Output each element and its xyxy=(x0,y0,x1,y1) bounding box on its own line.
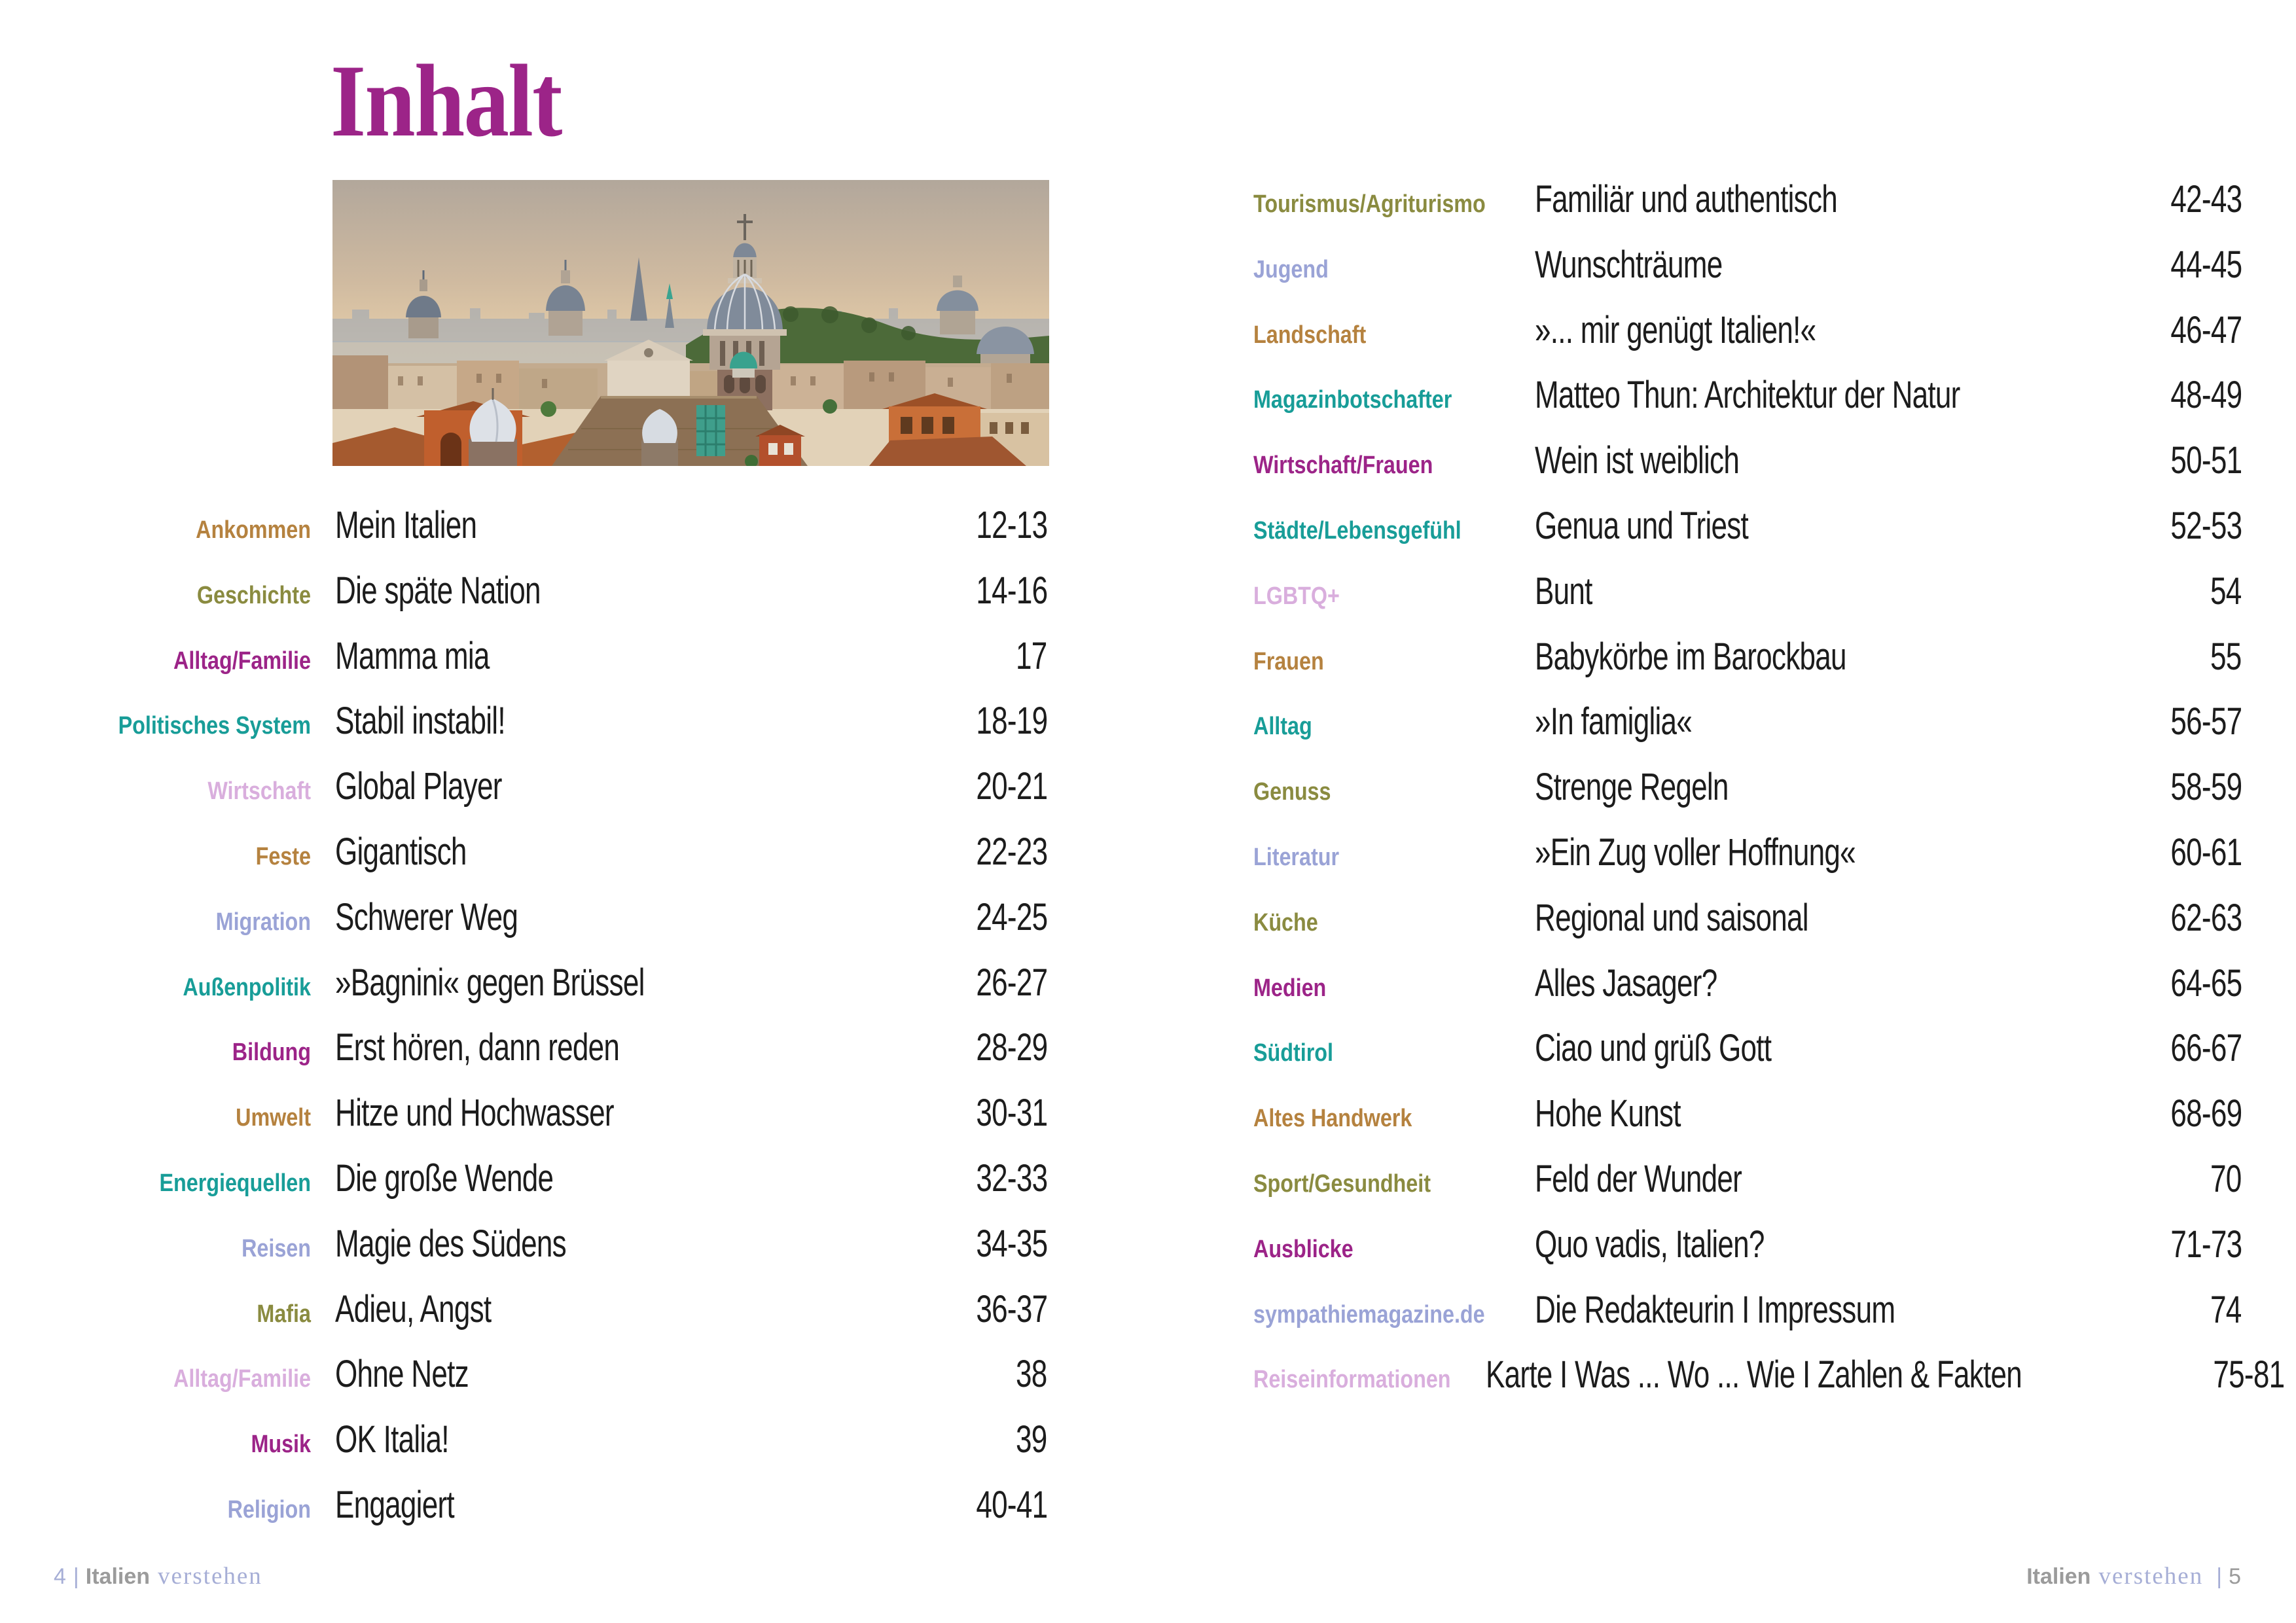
toc-entry[interactable] xyxy=(1253,557,2242,622)
category-label: Religion xyxy=(227,1495,311,1524)
entry-title: Hitze und Hochwasser xyxy=(335,1092,614,1135)
entry-pages: 39 xyxy=(1016,1418,1047,1461)
page-title: Inhalt xyxy=(331,44,562,158)
footer-separator: | xyxy=(2216,1564,2223,1589)
toc-entry[interactable] xyxy=(1253,426,2242,491)
category-label: LGBTQ+ xyxy=(1253,582,1340,610)
toc-entry[interactable] xyxy=(49,948,1047,1014)
entry-pages: 20-21 xyxy=(976,765,1047,808)
entry-title: Stabil instabil! xyxy=(335,700,505,743)
entry-pages: 55 xyxy=(2210,635,2242,678)
toc-entry[interactable] xyxy=(1253,230,2242,296)
toc-entry[interactable] xyxy=(1253,491,2242,557)
toc-entry[interactable] xyxy=(1253,1079,2242,1145)
category-label: Südtirol xyxy=(1253,1039,1334,1067)
brand-name-light: verstehen xyxy=(158,1563,262,1590)
entry-title: Ohne Netz xyxy=(335,1353,469,1396)
brand-name-bold: Italien xyxy=(85,1564,151,1589)
category-label: Tourismus/Agriturismo xyxy=(1253,190,1486,218)
entry-title: Adieu, Angst xyxy=(335,1287,492,1330)
entry-pages: 24-25 xyxy=(976,895,1047,938)
toc-entry[interactable] xyxy=(49,556,1047,622)
toc-entry[interactable] xyxy=(1253,361,2242,426)
entry-title: Bunt xyxy=(1535,569,1592,613)
entry-pages: 46-47 xyxy=(2170,308,2242,351)
entry-title: »... mir genügt Italien!« xyxy=(1535,308,1816,351)
entry-pages: 71-73 xyxy=(2170,1222,2242,1266)
entry-title: Gigantisch xyxy=(335,830,467,873)
toc-entry[interactable] xyxy=(1253,1275,2242,1341)
entry-title: Global Player xyxy=(335,765,502,808)
toc-entry[interactable] xyxy=(49,687,1047,752)
category-label: Ankommen xyxy=(196,516,311,544)
entry-title: Schwerer Weg xyxy=(335,895,518,938)
entry-pages: 12-13 xyxy=(976,504,1047,546)
category-label: Politisches System xyxy=(118,712,311,740)
footer-separator: | xyxy=(73,1564,79,1589)
entry-title: Erst hören, dann reden xyxy=(335,1026,620,1069)
entry-pages: 30-31 xyxy=(976,1092,1047,1135)
entry-title: Quo vadis, Italien? xyxy=(1535,1222,1765,1266)
brand-name-light: verstehen xyxy=(2098,1563,2204,1590)
toc-entry[interactable] xyxy=(1253,1014,2242,1079)
toc-entry[interactable] xyxy=(1253,1145,2242,1210)
entry-pages: 34-35 xyxy=(976,1222,1047,1265)
category-label: Magazinbotschafter xyxy=(1253,386,1452,414)
toc-entry[interactable] xyxy=(1253,949,2242,1014)
toc-entry[interactable] xyxy=(1253,753,2242,818)
entry-title: Magie des Südens xyxy=(335,1222,566,1265)
entry-pages: 66-67 xyxy=(2170,1027,2242,1070)
category-label: Bildung xyxy=(232,1039,311,1067)
footer-right xyxy=(2026,1564,2242,1588)
entry-pages: 48-49 xyxy=(2170,374,2242,417)
entry-pages: 56-57 xyxy=(2170,700,2242,743)
entry-title: Feld der Wunder xyxy=(1535,1157,1742,1200)
category-label: Wirtschaft xyxy=(207,777,311,806)
entry-title: Familiär und authentisch xyxy=(1535,178,1837,221)
toc-entry[interactable] xyxy=(1253,296,2242,361)
category-label: Migration xyxy=(215,908,311,936)
entry-pages: 40-41 xyxy=(976,1483,1047,1526)
toc-entry[interactable] xyxy=(49,491,1047,556)
category-label: Frauen xyxy=(1253,647,1324,675)
toc-entry[interactable] xyxy=(49,1079,1047,1144)
entry-pages: 28-29 xyxy=(976,1026,1047,1069)
category-label: Alltag/Familie xyxy=(173,647,311,675)
toc-entry[interactable] xyxy=(1253,1340,2285,1406)
entry-title: OK Italia! xyxy=(335,1418,449,1461)
category-label: Außenpolitik xyxy=(183,973,311,1001)
entry-pages: 36-37 xyxy=(976,1287,1047,1330)
entry-pages: 18-19 xyxy=(976,700,1047,743)
entry-title: Ciao und grüß Gott xyxy=(1535,1027,1772,1070)
entry-pages: 44-45 xyxy=(2170,243,2242,286)
category-label: Musik xyxy=(251,1431,311,1459)
category-label: Alltag xyxy=(1253,713,1312,741)
category-label: Mafia xyxy=(257,1300,311,1328)
page-number-right: 5 xyxy=(2229,1564,2242,1589)
category-label: Ausblicke xyxy=(1253,1235,1354,1263)
toc-entry[interactable] xyxy=(49,752,1047,817)
category-label: Landschaft xyxy=(1253,321,1367,349)
entry-pages: 60-61 xyxy=(2170,830,2242,874)
category-label: Küche xyxy=(1253,908,1318,936)
entry-title: Hohe Kunst xyxy=(1535,1092,1681,1135)
entry-title: »In famiglia« xyxy=(1535,700,1693,743)
entry-title: Mein Italien xyxy=(335,504,477,546)
entry-pages: 62-63 xyxy=(2170,896,2242,939)
entry-title: Regional und saisonal xyxy=(1535,896,1808,939)
toc-entry[interactable] xyxy=(1253,818,2242,883)
toc-entry[interactable] xyxy=(49,1144,1047,1209)
toc-list-right xyxy=(1253,165,2285,1406)
entry-pages: 38 xyxy=(1016,1353,1047,1396)
category-label: Energiequellen xyxy=(159,1169,311,1197)
toc-entry[interactable] xyxy=(49,1209,1047,1275)
entry-pages: 75-81 xyxy=(2213,1353,2285,1397)
toc-entry[interactable] xyxy=(49,622,1047,687)
category-label: Jugend xyxy=(1253,255,1329,283)
toc-entry[interactable] xyxy=(1253,1210,2242,1275)
category-label: Medien xyxy=(1253,974,1327,1002)
entry-pages: 70 xyxy=(2210,1157,2242,1200)
category-label: Geschichte xyxy=(196,581,311,609)
entry-title: Wein ist weiblich xyxy=(1535,439,1740,482)
category-label: Städte/Lebensgefühl xyxy=(1253,516,1462,544)
toc-entry[interactable] xyxy=(1253,622,2242,688)
entry-pages: 42-43 xyxy=(2170,178,2242,221)
entry-title: »Bagnini« gegen Brüssel xyxy=(335,961,645,1004)
category-label: Literatur xyxy=(1253,843,1340,871)
category-label: Umwelt xyxy=(236,1104,311,1132)
entry-title: Die große Wende xyxy=(335,1156,554,1200)
entry-pages: 26-27 xyxy=(976,961,1047,1004)
toc-entry[interactable] xyxy=(1253,883,2242,949)
toc-list-left xyxy=(49,491,1047,1536)
entry-title: Matteo Thun: Architektur der Natur xyxy=(1535,374,1960,417)
entry-pages: 68-69 xyxy=(2170,1092,2242,1135)
entry-pages: 50-51 xyxy=(2170,439,2242,482)
page-number-left: 4 xyxy=(54,1564,67,1589)
category-label: Altes Handwerk xyxy=(1253,1105,1412,1133)
toc-entry[interactable] xyxy=(49,1471,1047,1536)
entry-title: Genua und Triest xyxy=(1535,504,1749,547)
entry-pages: 17 xyxy=(1016,634,1047,677)
entry-pages: 74 xyxy=(2210,1288,2242,1331)
entry-pages: 64-65 xyxy=(2170,961,2242,1005)
toc-entry[interactable] xyxy=(49,1275,1047,1340)
category-label: Reiseinformationen xyxy=(1253,1366,1451,1394)
entry-title: Babykörbe im Barockbau xyxy=(1535,635,1846,678)
entry-title: »Ein Zug voller Hoffnung« xyxy=(1535,830,1856,874)
category-label: Feste xyxy=(255,842,311,870)
toc-entry[interactable] xyxy=(49,1013,1047,1079)
rome-skyline-illustration xyxy=(332,180,1049,466)
entry-pages: 14-16 xyxy=(976,569,1047,612)
entry-title: Wunschträume xyxy=(1535,243,1723,286)
toc-entry[interactable] xyxy=(1253,687,2242,753)
brand-name-bold: Italien xyxy=(2026,1564,2091,1589)
entry-pages: 32-33 xyxy=(976,1156,1047,1200)
entry-pages: 54 xyxy=(2210,569,2242,613)
category-label: Alltag/Familie xyxy=(173,1365,311,1393)
entry-title: Mamma mia xyxy=(335,634,490,677)
toc-entry[interactable] xyxy=(49,817,1047,883)
category-label: Genuss xyxy=(1253,778,1331,806)
entry-pages: 22-23 xyxy=(976,830,1047,873)
entry-title: Alles Jasager? xyxy=(1535,961,1717,1005)
entry-title: Karte I Was ... Wo ... Wie I Zahlen & Fakten xyxy=(1485,1353,2022,1397)
footer-left xyxy=(54,1564,262,1588)
rome-skyline-photo xyxy=(332,180,1049,466)
category-label: Wirtschaft/Frauen xyxy=(1253,452,1433,480)
entry-title: Die Redakteurin I Impressum xyxy=(1535,1288,1895,1331)
toc-entry[interactable] xyxy=(49,1340,1047,1405)
entry-pages: 58-59 xyxy=(2170,766,2242,809)
toc-entry[interactable] xyxy=(1253,165,2242,230)
category-label: sympathiemagazine.de xyxy=(1253,1300,1485,1329)
entry-title: Die späte Nation xyxy=(335,569,541,612)
entry-pages: 52-53 xyxy=(2170,504,2242,547)
toc-entry[interactable] xyxy=(49,1405,1047,1471)
toc-entry[interactable] xyxy=(49,883,1047,948)
category-label: Reisen xyxy=(242,1234,311,1262)
entry-title: Strenge Regeln xyxy=(1535,766,1729,809)
category-label: Sport/Gesundheit xyxy=(1253,1169,1431,1198)
entry-title: Engagiert xyxy=(335,1483,454,1526)
